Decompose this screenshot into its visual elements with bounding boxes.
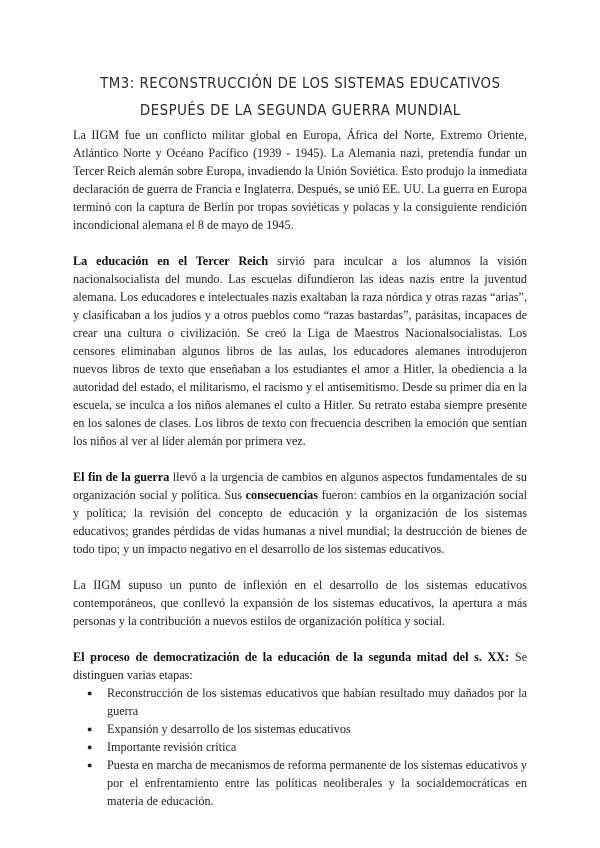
- page-title: TM3: RECONSTRUCCIÓN DE LOS SISTEMAS EDUCATIVOS DESPUÉS DE LA SEGUNDA GUERRA MUNDIAL: [99, 74, 501, 119]
- heading-end-of-war: El fin de la guerra: [73, 470, 170, 484]
- paragraph-intro: La IIGM fue un conflicto militar global en Europa, África del Norte, Extremo Oriente, Atlántico Norte y Océano Pacífico (1939 - 1945). La Alemania nazi, pretendía fundar un Tercer Reich alemán sobre Europa, invadiendo la Unión Soviética. Esto produjo la inmediata declaración de guerra de Francia e Inglaterra. Después, se unió EE. UU. La guerra en Europa terminó con la captura de Berlín por tropas soviéticas y polacas y la consiguiente rendición incondicional alemana el 8 de mayo de 1945.: [73, 128, 528, 232]
- paragraph-end-of-war-text-1: llevó a la urgencia de cambios en algunos aspectos fundamentales de su organización social y política. Sus: [73, 470, 527, 502]
- paragraph-democratization: [73, 648, 527, 684]
- list-item: ● Reconstrucción de los sistemas educativos que habían resultado muy dañados por la guerra: [107, 684, 527, 720]
- paragraph-democratization-text: Se distinguen varias etapas:: [73, 650, 528, 682]
- stages-list: [73, 684, 527, 810]
- list-item: ● Puesta en marcha de mecanismos de reforma permanente de los sistemas educativos y por el enfrentamiento entre las políticas neoliberales y la socialdemocráticas en materia de educación.: [107, 756, 527, 810]
- paragraph-end-of-war-text-2: fueron: cambios en la organización social y política; la revisión del concepto de educación y la organización de los sistemas educativos; grandes pérdidas de vidas humanas a nivel mundial; la destrucción de bienes de todo tipo; y un impacto negativo en el desarrollo de los sistemas educativos.: [73, 488, 527, 556]
- heading-third-reich: La educación en el Tercer Reich: [73, 254, 269, 268]
- list-item: ● Importante revisión crítica: [107, 738, 527, 756]
- heading-democratization: El proceso de democratización de la educación de la segunda mitad del s. XX:: [73, 650, 510, 664]
- paragraph-third-reich-text: sirvió para inculcar a los alumnos la visión nacionalsocialista del mundo. Las escuelas difundieron las ideas nazis entre la juventud alemana. Los educadores e intelectuales nazis exaltaban la raza nórdica y otras razas “arias”, y clasificaban a los judíos y a otros pueblos como “razas bastardas”, parásitas, incapaces de crear una cultura o civilización. Se creó la Liga de Maestros Nacionalsocialistas. Los censores eliminaban algunos libros de las aulas, los educadores alemanes introdujeron nuevos libros de texto que enseñaban a los estudiantes el amor a Hitler, la obediencia a la autoridad del estado, el militarismo, el racismo y el antisemitismo. Desde su primer día en la escuela, se inculca a los niños alemanes el culto a Hitler. Su retrato estaba siempre presente en los salones de clases. Los libros de texto con frecuencia describen la emoción que sentían los niños al ver al líder alemán por primera vez.: [73, 254, 527, 448]
- paragraph-end-of-war: [73, 468, 527, 558]
- list-item: ● Expansión y desarrollo de los sistemas educativos: [107, 720, 527, 738]
- heading-consequences: consecuencias: [245, 488, 319, 502]
- paragraph-turning-point: La IIGM supuso un punto de inflexión en el desarrollo de los sistemas educativos contemporáneos, que conllevó la expansión de los sistemas educativos, la apertura a más personas y la contribución a nuevos estilos de organización política y social.: [73, 578, 527, 628]
- paragraph-third-reich: [73, 252, 527, 450]
